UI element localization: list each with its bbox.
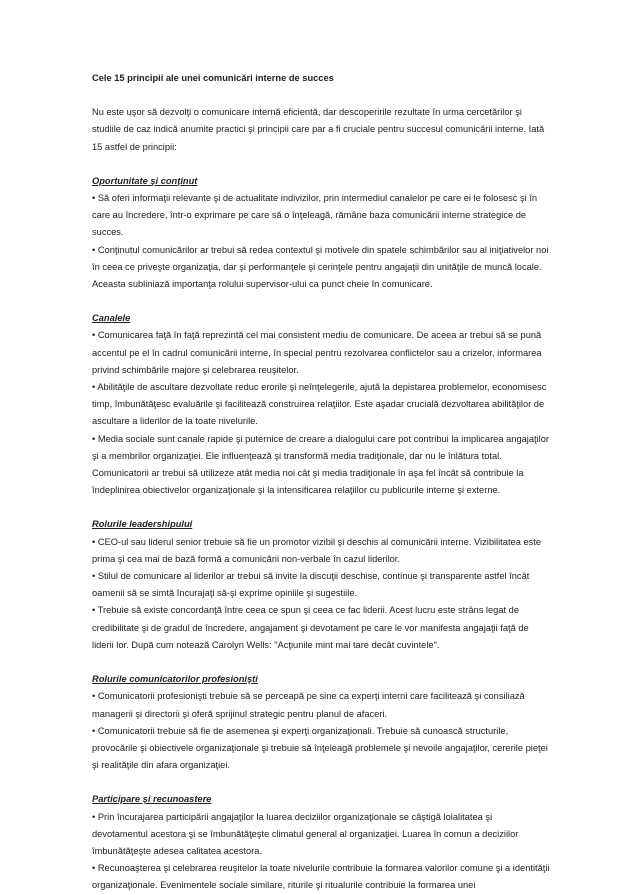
- bullet-item: • Comunicatorii trebuie să fie de asemenea şi experţi organizaţionali. Trebuie să cunoască structurile, provocările şi obiectivele organizaţionale şi trebuie să înţeleagă problemele şi nevoile angajaţilor, cererile pieţei şi realităţile din afara organizaţiei.: [92, 725, 548, 771]
- bullet-item: • Să oferi informaţii relevante şi de actualitate indivizilor, prin intermediul canalelor pe care ei le folosesc şi în care au încredere, într-o exprimare pe care să o înţeleagă, rămâne baza comunicării interne strategice de succes.: [92, 193, 538, 238]
- bullet-item: • Conţinutul comunicărilor ar trebui să redea contextul şi motivele din spatele schimbărilor sau al iniţiativelor noi în ceea ce priveşte organizaţia, dar şi performanţele şi cerinţele pentru angajaţii din unităţile de muncă locale. Aceasta subliniază importanţa rolului supervisor-ului ca punct cheie în comunicare.: [92, 244, 549, 290]
- section-heading: Oportunitate şi conţinut: [92, 175, 198, 186]
- bullet-item: • Comunicarea faţă în faţă reprezintă cel mai consistent mediu de comunicare. De aceea ar trebui să se pună accentul pe el în cadrul comunicării interne, în special pentru rezolvarea conflictelor sau a crizelor, informarea privind schimbările majore şi celebrarea reuşitelor.: [92, 330, 542, 375]
- intro-paragraph: Nu este uşor să dezvolţi o comunicare internă eficientă, dar descoperirile rezultate în urma cercetărilor şi studiile de caz indică anumite practici şi principii care par a fi cruciale pentru succesul comunicării interne. Iată 15 astfel de principii:: [92, 107, 545, 152]
- section-channels: [92, 310, 550, 499]
- section-communicator-roles: [92, 671, 550, 774]
- document-title: Cele 15 principii ale unei comunicări interne de succes: [92, 73, 334, 83]
- section-heading: Rolurile comunicatorilor profesionişti: [92, 674, 258, 685]
- section-participation-recognition: [92, 791, 550, 894]
- section-heading: Participare şi recunoastere: [92, 794, 212, 805]
- bullet-item: • Prin încurajarea participării angajaţilor la luarea deciziilor organizaţionale se câştigă loialitatea şi devotamentul acestora şi se îmbunătăţeşte climatul general al organizaţiei. Luarea în comun a deciziilor îmbunătăţeşte adesea calitatea acestora.: [92, 811, 519, 856]
- bullet-item: • Comunicatorii profesionişti trebuie să se perceapă pe sine ca experţi interni care facilitează şi consiliază managerii şi directorii şi oferă sprijinul strategic pentru planul de afaceri.: [92, 691, 525, 719]
- document-page: [92, 70, 550, 895]
- bullet-item: • CEO-ul sau liderul senior trebuie să fie un promotor vizibil şi deschis al comunicării interne. Vizibilitatea este prima şi cea mai de bază formă a comunicării non-verbale în cazul liderilor.: [92, 536, 542, 564]
- bullet-item: • Recunoaşterea şi celebrarea reuşitelor la toate nivelurile contribuie la formarea valorilor comune şi a identităţii organizaţionale. Evenimentele sociale similare, riturile şi ritualurile contribuie la formarea unei: [92, 863, 550, 891]
- section-leadership-roles: [92, 516, 550, 654]
- section-heading: Canalele: [92, 313, 131, 324]
- bullet-item: • Trebuie să existe concordanţă între ceea ce spun şi ceea ce fac liderii. Acest lucru este strâns legat de credibilitate şi de gradul de încredere, angajament şi devotament pe care le vor manifesta angajaţii faţă de liderii lor. După cum notează Carolyn Wells: "Acţiunile mint mai tare decât cuvintele".: [92, 605, 529, 650]
- section-opportunity-content: [92, 173, 550, 293]
- bullet-item: • Abilităţile de ascultare dezvoltate reduc erorile şi neînţelegerile, ajută la depistarea problemelor, economisesc timp, îmbunătăţesc evaluările şi facilitează construirea relaţiilor. Este aşadar crucială dezvoltarea abilităţilor de ascultare a liderilor de la toate nivelurile.: [92, 382, 547, 427]
- bullet-item: • Stilul de comunicare al liderilor ar trebui să invite la discuţii deschise, continue şi transparente astfel încât oamenii să se simtă încurajaţi să-şi exprime opiniile şi sugestiile.: [92, 571, 530, 599]
- bullet-item: • Media sociale sunt canale rapide şi puternice de creare a dialogului care pot contribui la implicarea angajaţilor şi a membrilor organizaţiei. Ele influenţează şi transformă media tradiţionale, dar nu le înlătura total. Comunicatorii ar trebui să utilizeze atât media noi cât şi media tradiţionale în aşa fel încât să contribuie la îndeplinirea obiectivelor organizaţionale şi la intensificarea relaţiilor cu publicurile interne şi externe.: [92, 433, 549, 496]
- section-heading: Rolurile leadershipului: [92, 519, 193, 530]
